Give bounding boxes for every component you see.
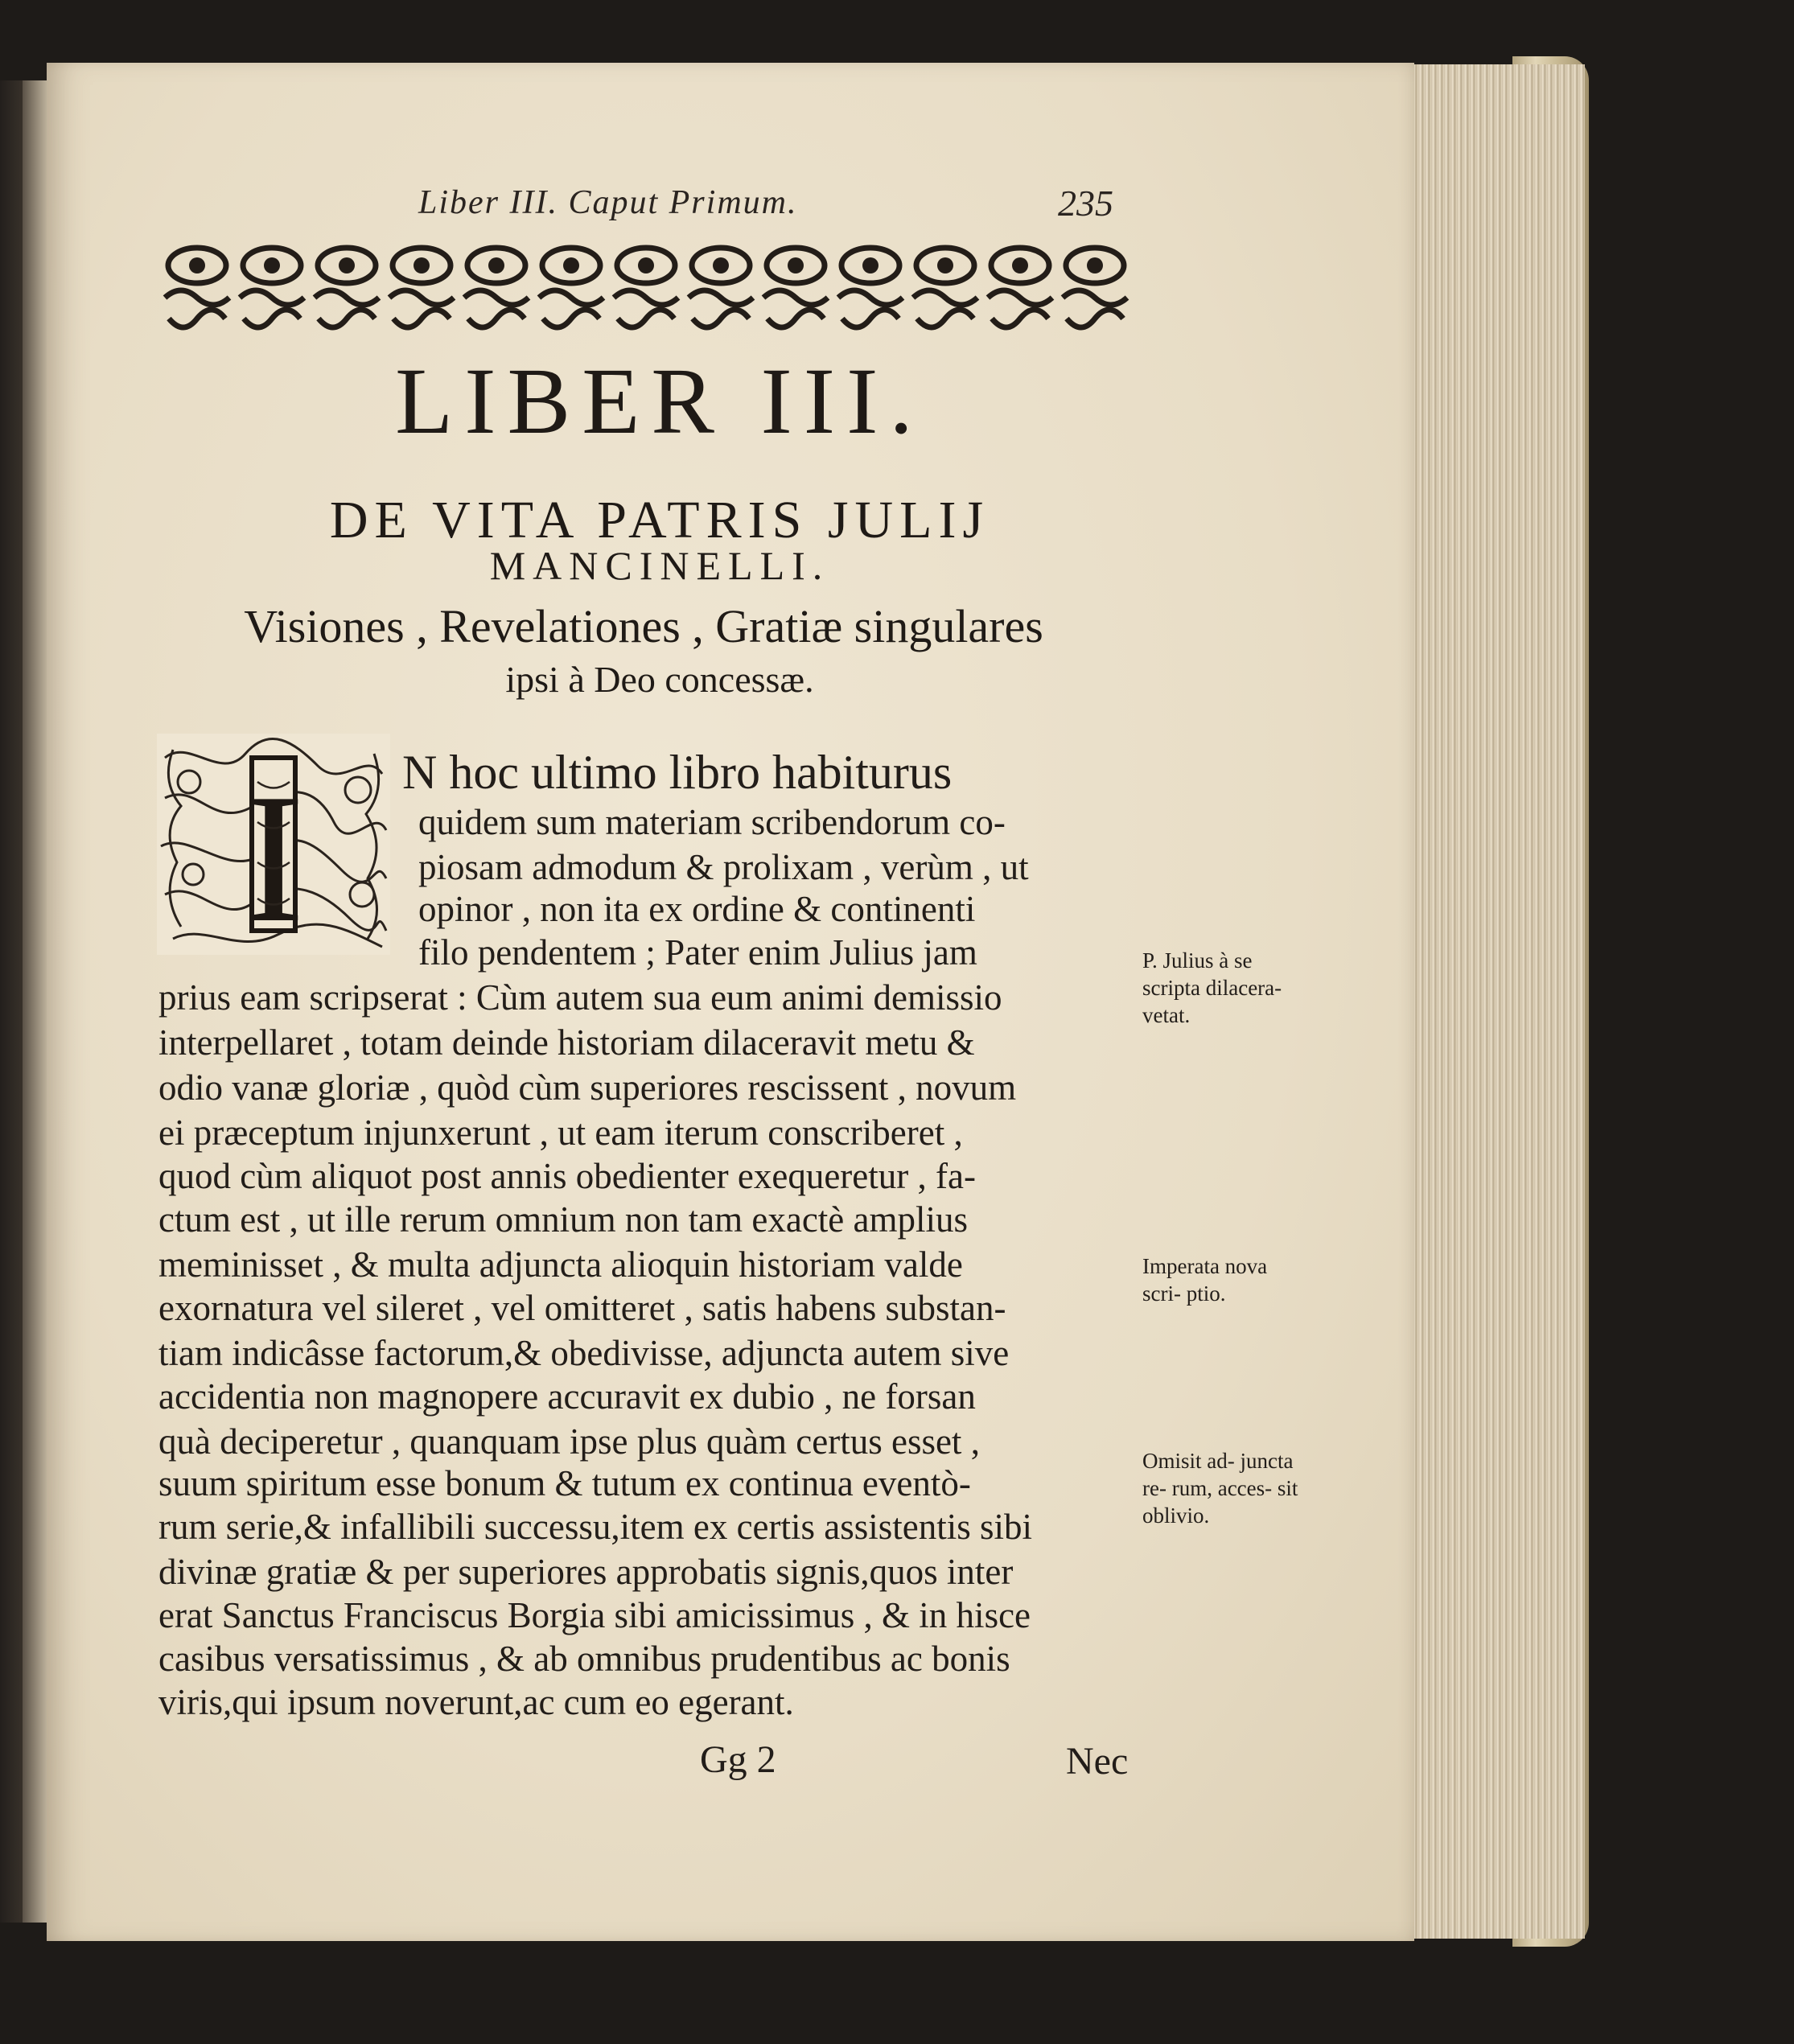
left-page-edge <box>23 80 50 1923</box>
decorated-initial <box>157 734 390 955</box>
ornament-knot <box>539 248 603 327</box>
ornament-knot <box>913 248 977 327</box>
margin-note-2: Imperata nova scri- ptio. <box>1142 1254 1268 1306</box>
headpiece-ornament <box>161 241 1134 336</box>
running-head: Liber III. Caput Primum. <box>418 184 798 221</box>
body-line: accidentia non magnopere accuravit ex dubio , ne forsan <box>158 1376 976 1417</box>
body-line: divinæ gratiæ & per superiores approbatis signis,quos inter <box>158 1552 1014 1592</box>
body-line: casibus versatissimus , & ab omnibus prudentibus ac bonis <box>158 1639 1010 1679</box>
body-line: ei præceptum injunxerunt , ut eam iterum conscriberet , <box>158 1112 963 1153</box>
ornament-knot <box>389 248 454 327</box>
body-line: quà deciperetur , quanquam ipse plus quàm certus esset , <box>158 1421 980 1462</box>
ornament-knot <box>240 248 304 327</box>
book-title: LIBER III. <box>395 348 924 454</box>
body-line: piosam admodum & prolixam , verùm , ut <box>418 847 1029 887</box>
ornament-knot <box>315 248 379 327</box>
margin-note-3: Omisit ad- juncta re- rum, acces- sit oblivio. <box>1142 1449 1298 1528</box>
ornament-knot <box>165 248 229 327</box>
page-block-edges <box>1412 64 1585 1939</box>
catchword: Nec <box>1066 1740 1129 1783</box>
chapter-subtitle-line-1: DE VITA PATRIS JULIJ <box>329 491 990 549</box>
chapter-subtitle-line-2: MANCINELLI. <box>489 543 830 588</box>
ornament-knot <box>988 248 1052 327</box>
signature-mark: Gg 2 <box>700 1738 776 1781</box>
body-line: tiam indicâsse factorum,& obedivisse, adjuncta autem sive <box>158 1333 1010 1373</box>
body-line: quod cùm aliquot post annis obedienter exequeretur , fa- <box>158 1156 976 1196</box>
body-line: erat Sanctus Franciscus Borgia sibi amicissimus , & in hisce <box>158 1595 1031 1635</box>
ornament-knot <box>763 248 828 327</box>
body-line: rum serie,& infallibili successu,item ex certis assistentis sibi <box>158 1507 1033 1547</box>
body-line: suum spiritum esse bonum & tutum ex continua eventò- <box>158 1463 971 1503</box>
initial-letter: I <box>242 755 305 955</box>
body-line: N hoc ultimo libro habiturus <box>402 746 953 799</box>
ornament-knot <box>689 248 753 327</box>
body-line: quidem sum materiam scribendorum co- <box>418 802 1006 842</box>
body-line: opinor , non ita ex ordine & continenti <box>418 889 976 929</box>
page-number: 235 <box>1058 183 1113 224</box>
ornament-knot <box>464 248 529 327</box>
ornament-knot <box>614 248 678 327</box>
chapter-subtitle-line-4: ipsi à Deo concessæ. <box>505 659 814 700</box>
ornament-knot <box>838 248 903 327</box>
body-line: interpellaret , totam deinde historiam dilaceravit metu & <box>158 1022 975 1063</box>
chapter-subtitle-line-3: Visiones , Revelationes , Gratiæ singulares <box>244 600 1043 652</box>
body-line: exornatura vel sileret , vel omitteret , satis habens substan- <box>158 1288 1006 1328</box>
body-line: odio vanæ gloriæ , quòd cùm superiores rescissent , novum <box>158 1067 1017 1108</box>
body-line: filo pendentem ; Pater enim Julius jam <box>418 932 977 973</box>
body-line: prius eam scripserat : Cùm autem sua eum animi demissio <box>158 977 1002 1018</box>
body-line: meminisset , & multa adjuncta alioquin historiam valde <box>158 1244 963 1285</box>
body-line: viris,qui ipsum noverunt,ac cum eo egerant. <box>158 1682 794 1722</box>
body-line: ctum est , ut ille rerum omnium non tam exactè amplius <box>158 1199 969 1240</box>
margin-note-1: P. Julius à se scripta dilacerа- vetat. <box>1142 948 1282 1027</box>
ornament-knot <box>1063 248 1127 327</box>
